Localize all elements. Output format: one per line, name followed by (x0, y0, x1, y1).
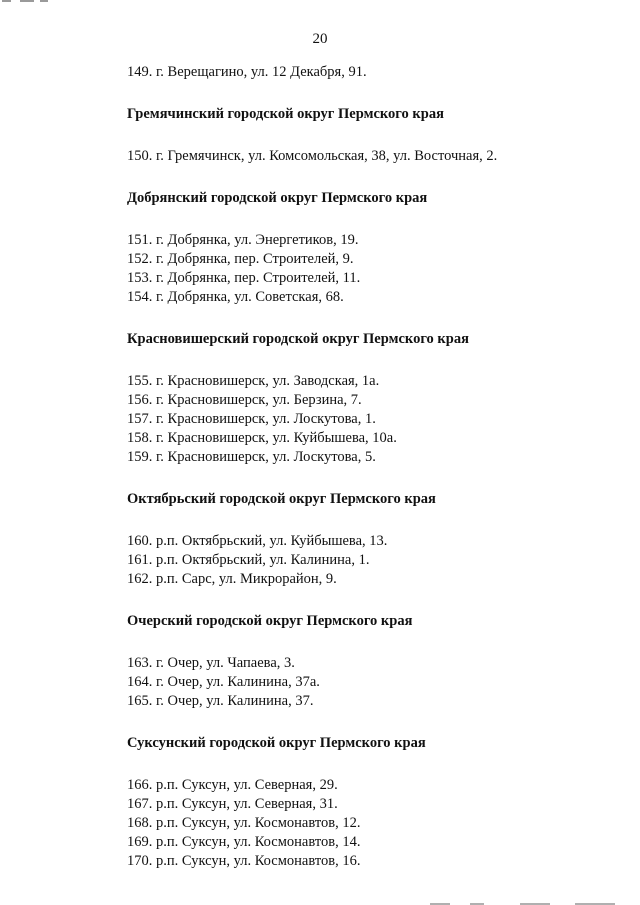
list-item: 166. р.п. Суксун, ул. Северная, 29. (127, 777, 338, 793)
list-item: 160. р.п. Октябрьский, ул. Куйбышева, 13. (127, 533, 388, 549)
scan-mark (2, 0, 11, 2)
list-item: 158. г. Красновишерск, ул. Куйбышева, 10а. (127, 430, 397, 446)
list-item: 157. г. Красновишерск, ул. Лоскутова, 1. (127, 411, 376, 427)
list-item: 167. р.п. Суксун, ул. Северная, 31. (127, 796, 338, 812)
scan-mark (20, 0, 34, 2)
list-item: 164. г. Очер, ул. Калинина, 37а. (127, 674, 320, 690)
scan-mark (40, 0, 48, 2)
list-item: 150. г. Гремячинск, ул. Комсомольская, 38, ул. Восточная, 2. (127, 148, 498, 164)
district-block (127, 490, 607, 589)
page-number: 20 (312, 31, 328, 47)
district-heading: Гремячинский городской округ Пермского края (127, 106, 444, 122)
district-heading: Очерский городской округ Пермского края (127, 613, 413, 629)
list-item: 152. г. Добрянка, пер. Строителей, 9. (127, 251, 354, 267)
list-item: 168. р.п. Суксун, ул. Космонавтов, 12. (127, 815, 361, 831)
list-item: 162. р.п. Сарс, ул. Микрорайон, 9. (127, 571, 337, 587)
list-item: 155. г. Красновишерск, ул. Заводская, 1а. (127, 373, 380, 389)
district-heading: Октябрьский городской округ Пермского края (127, 491, 436, 507)
list-item: 156. г. Красновишерск, ул. Берзина, 7. (127, 392, 362, 408)
district-block (127, 189, 607, 307)
district-block (127, 612, 607, 711)
list-item: 151. г. Добрянка, ул. Энергетиков, 19. (127, 232, 359, 248)
district-heading: Красновишерский городской округ Пермского края (127, 331, 469, 347)
list-item: 161. р.п. Октябрьский, ул. Калинина, 1. (127, 552, 370, 568)
district-heading: Добрянский городской округ Пермского края (127, 190, 428, 206)
list-item: 149. г. Верещагино, ул. 12 Декабря, 91. (127, 64, 367, 80)
list-item: 163. г. Очер, ул. Чапаева, 3. (127, 655, 295, 671)
address-block (127, 63, 607, 82)
document-body (127, 63, 607, 871)
list-item: 159. г. Красновишерск, ул. Лоскутова, 5. (127, 449, 376, 465)
list-item: 154. г. Добрянка, ул. Советская, 68. (127, 289, 344, 305)
district-block (127, 105, 607, 166)
list-item: 153. г. Добрянка, пер. Строителей, 11. (127, 270, 361, 286)
scan-artifacts (0, 0, 640, 6)
district-block (127, 330, 607, 467)
list-item: 169. р.п. Суксун, ул. Космонавтов, 14. (127, 834, 361, 850)
district-block (127, 734, 607, 871)
district-heading: Суксунский городской округ Пермского края (127, 735, 426, 751)
list-item: 165. г. Очер, ул. Калинина, 37. (127, 693, 314, 709)
list-item: 170. р.п. Суксун, ул. Космонавтов, 16. (127, 853, 361, 869)
